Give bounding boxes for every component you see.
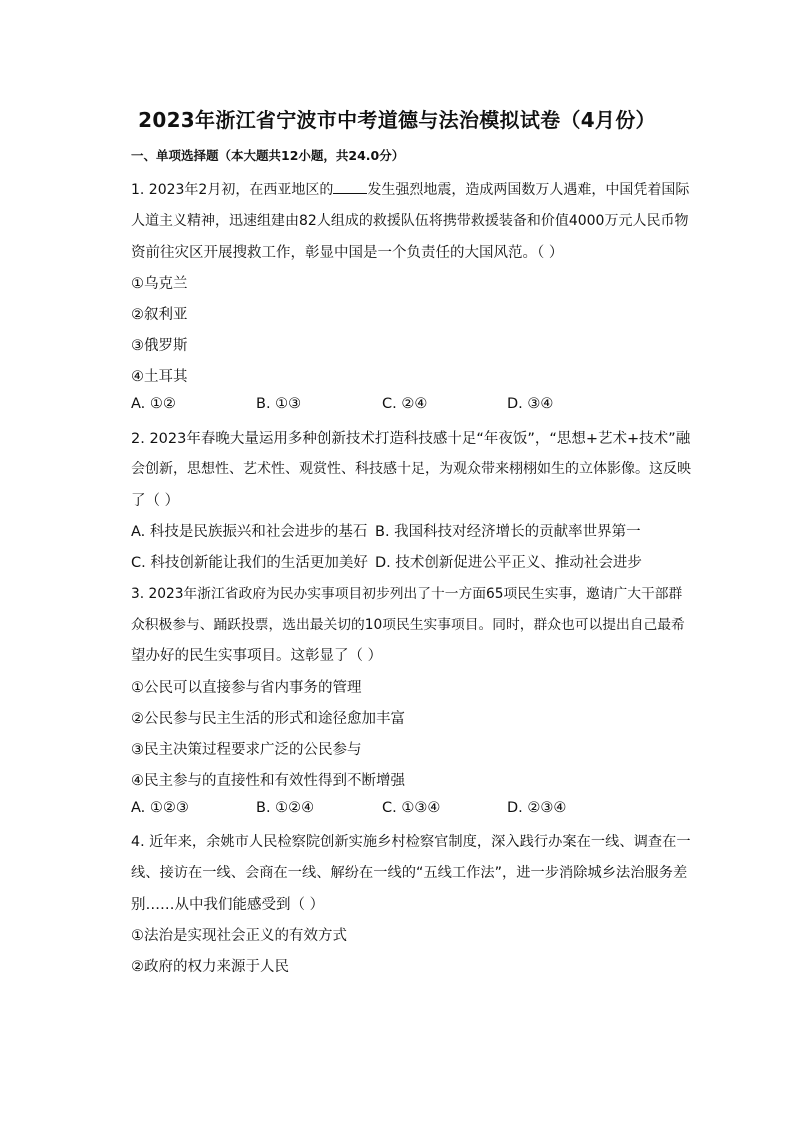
q1-line-1-post: 发生强烈地震，造成两国数万人遇难，中国凭着国际 (367, 182, 690, 198)
q3-item-2: ②公民参与民主生活的形式和途径愈加丰富 (131, 711, 405, 727)
q3-line-2: 众积极参与、踊跃投票，选出最关切的10项民生实事项目。同时，群众也可以提出自己最希 (131, 617, 685, 633)
q2-option-d: D. 技术创新促进公平正义、推动社会进步 (375, 555, 642, 571)
q4-line-3: 别……从中我们能感受到（ ） (131, 897, 325, 913)
q4-item-1: ①法治是实现社会正义的有效方式 (131, 928, 347, 944)
q1-line-2: 人道主义精神，迅速组建由82人组成的救援队伍将携带救援装备和价值4000万元人民币物 (131, 213, 689, 229)
q1-option-d: D. ③④ (507, 396, 554, 412)
q2-option-c: C. 科技创新能让我们的生活更加美好 (131, 555, 368, 571)
q3-item-4: ④民主参与的直接性和有效性得到不断增强 (131, 773, 405, 789)
q1-option-c: C. ②④ (382, 396, 428, 412)
q1-line-1 (131, 179, 691, 199)
q4-item-2: ②政府的权力来源于人民 (131, 959, 289, 975)
q1-option-b: B. ①③ (256, 396, 302, 412)
q2-line-1: 2. 2023年春晚大量运用多种创新技术打造科技感十足“年夜饭”，“思想+艺术+技术”融 (131, 431, 691, 447)
q1-item-3: ③俄罗斯 (131, 338, 188, 354)
q4-line-2: 线、接访在一线、会商在一线、解纷在一线的“五线工作法”，进一步消除城乡法治服务差 (131, 865, 688, 881)
q3-line-3: 望办好的民生实事项目。这彰显了（ ） (131, 648, 383, 664)
q3-option-a: A. ①②③ (131, 800, 189, 816)
q2-line-3: 了（ ） (131, 493, 180, 509)
q1-answer-blank (333, 181, 367, 194)
exam-title: 2023年浙江省宁波市中考道德与法治模拟试卷（4月份） (138, 108, 656, 132)
q3-option-d: D. ②③④ (507, 800, 567, 816)
q3-option-c: C. ①③④ (382, 800, 441, 816)
q2-option-a: A. 科技是民族振兴和社会进步的基石 (131, 524, 368, 540)
q4-line-1: 4. 近年来，余姚市人民检察院创新实施乡村检察官制度，深入践行办案在一线、调查在一 (131, 834, 691, 850)
q3-option-b: B. ①②④ (256, 800, 315, 816)
q1-item-2: ②叙利亚 (131, 307, 188, 323)
q2-line-2: 会创新，思想性、艺术性、观赏性、科技感十足，为观众带来栩栩如生的立体影像。这反映 (131, 461, 691, 477)
q3-item-1: ①公民可以直接参与省内事务的管理 (131, 680, 362, 696)
q3-line-1: 3. 2023年浙江省政府为民办实事项目初步列出了十一方面65项民生实事，邀请广大干部群 (131, 586, 683, 602)
q1-line-3: 资前往灾区开展搜救工作，彰显中国是一个负责任的大国风范。（ ） (131, 245, 564, 261)
q3-item-3: ③民主决策过程要求广泛的公民参与 (131, 742, 362, 758)
q1-option-a: A. ①② (131, 396, 176, 412)
q1-item-1: ①乌克兰 (131, 276, 188, 292)
section-heading: 一、单项选择题（本大题共12小题，共24.0分） (131, 148, 405, 163)
q1-item-4: ④土耳其 (131, 369, 188, 385)
q2-option-b: B. 我国科技对经济增长的贡献率世界第一 (375, 524, 641, 540)
q1-line-1-pre: 1. 2023年2月初，在西亚地区的 (131, 182, 334, 198)
